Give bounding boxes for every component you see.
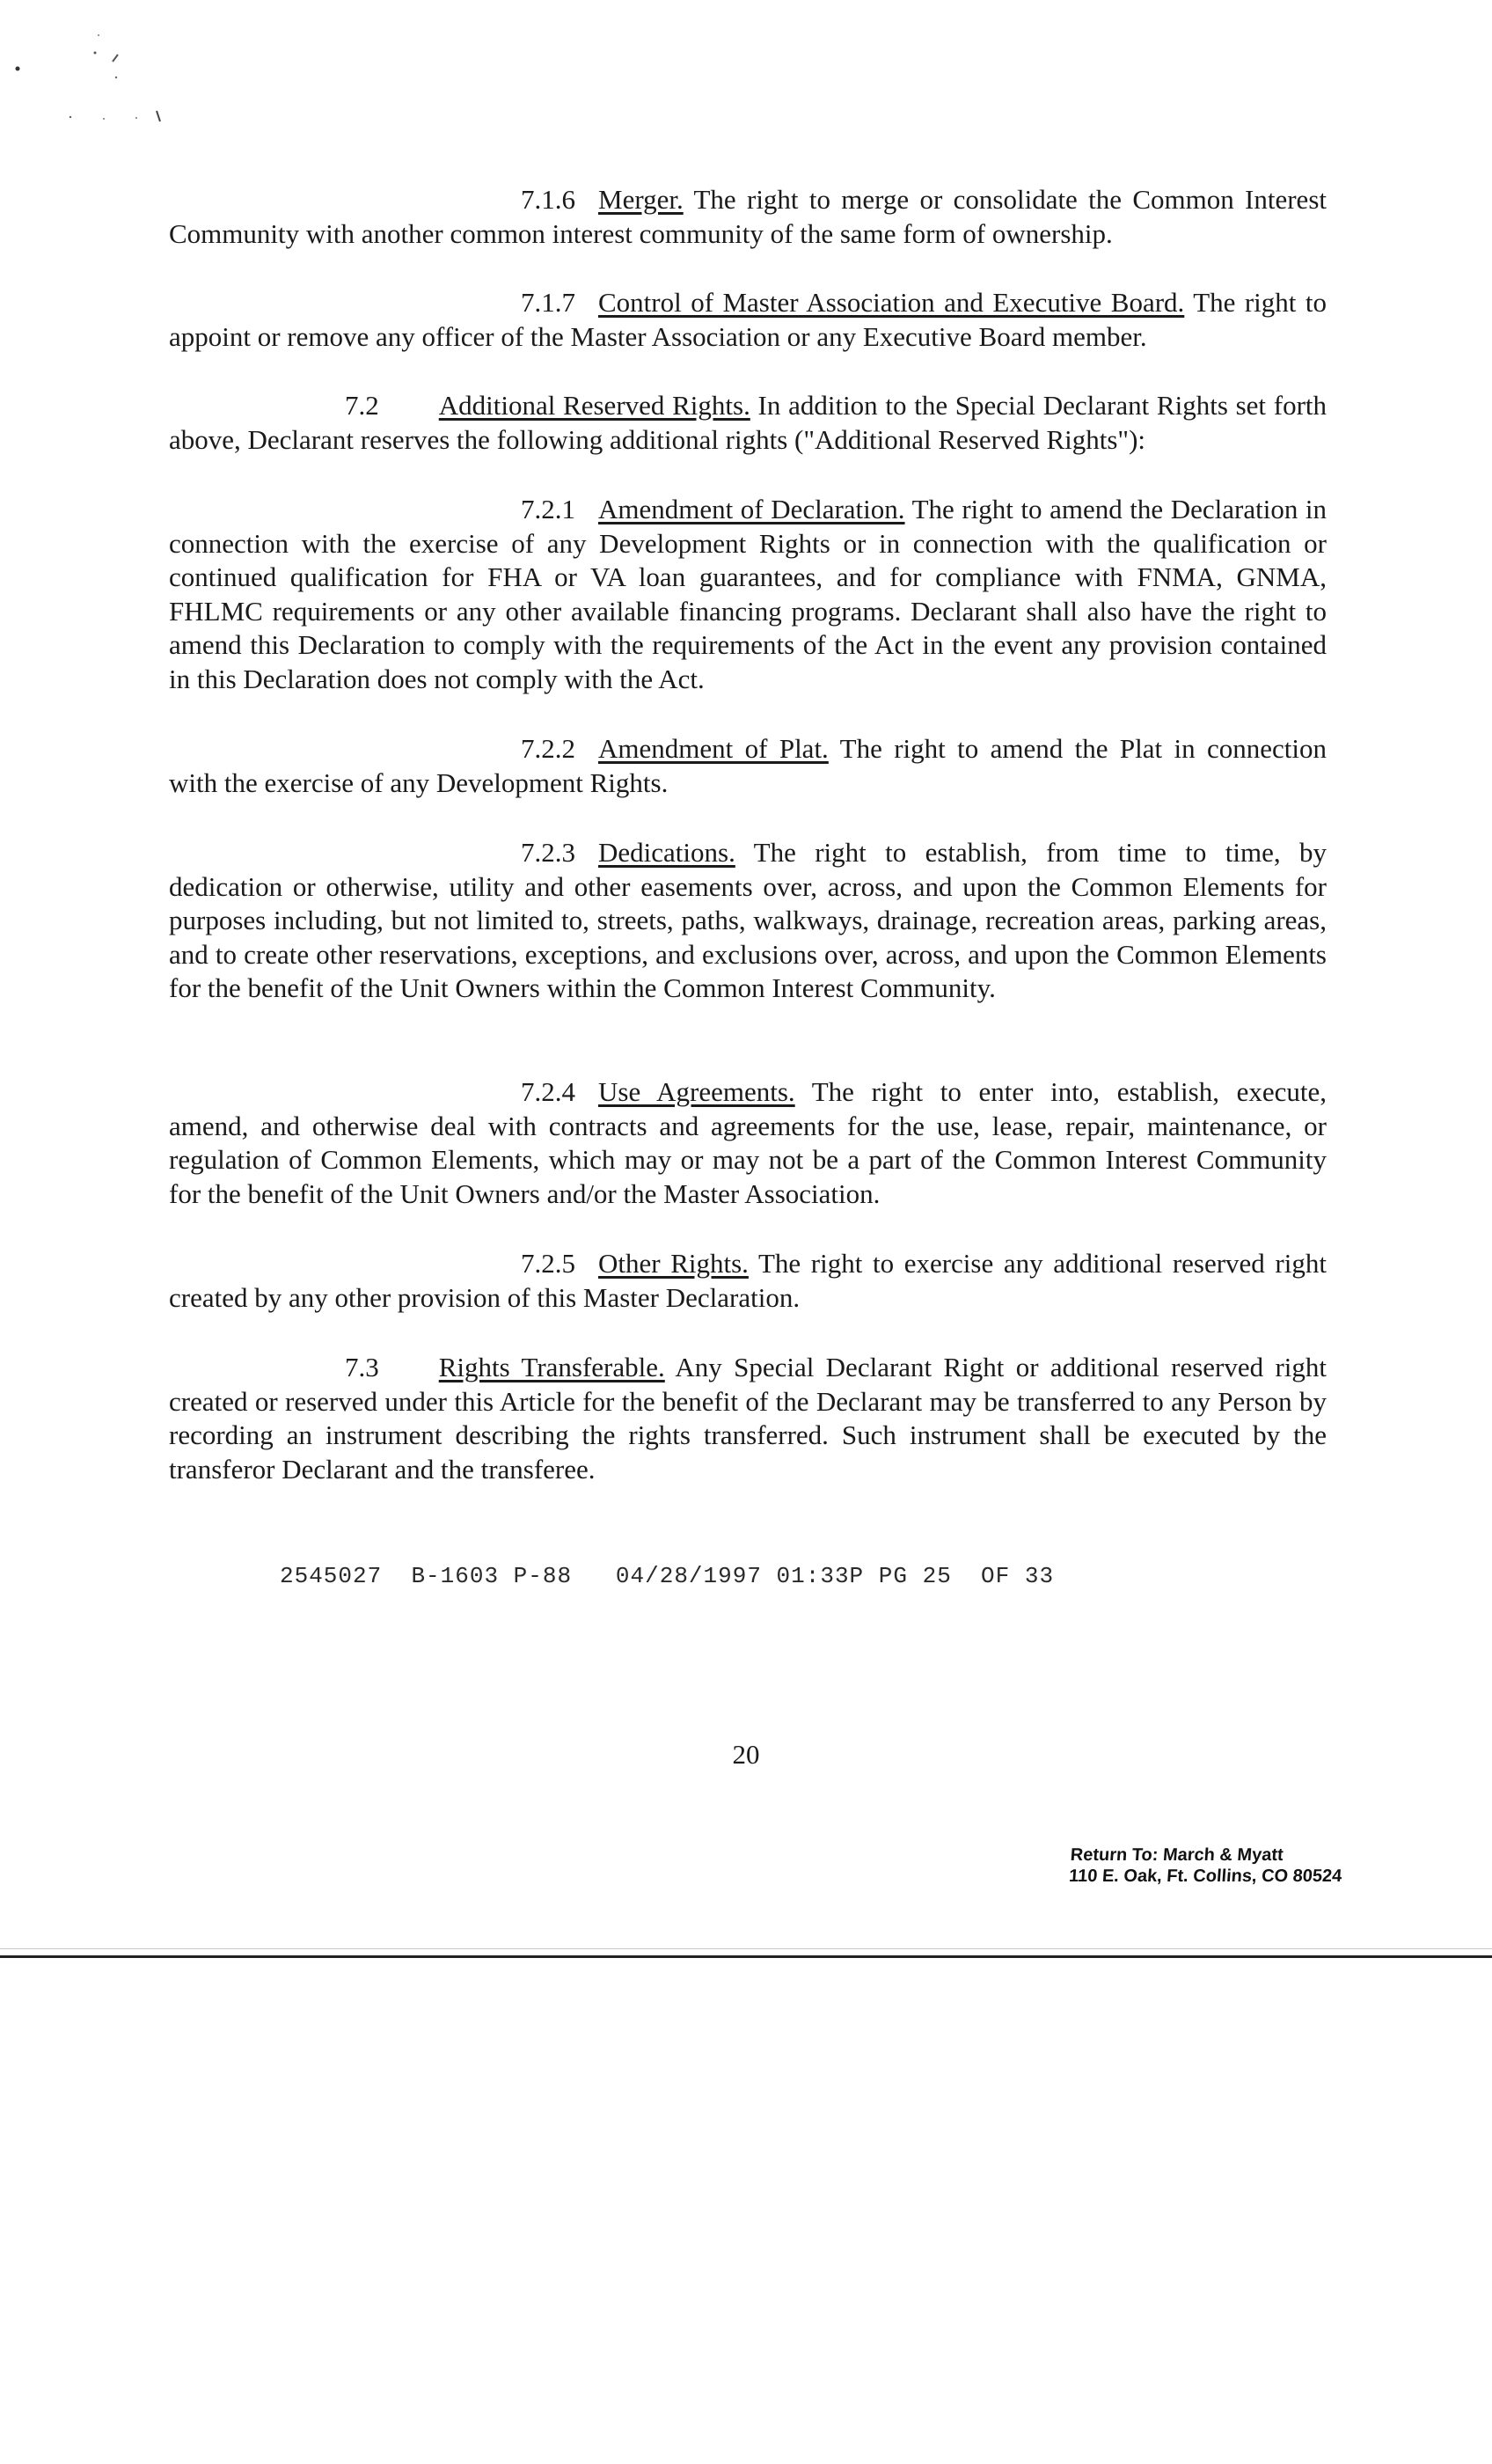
section-number: 7.2.3 [521,837,575,868]
return-to-stamp [1068,1844,1343,1887]
section-7-2 [169,389,1327,457]
scan-edge-line [0,1948,1492,1949]
pg-label: PG [878,1563,908,1589]
return-to-line-2: 110 E. Oak, Ft. Collins, CO 80524 [1068,1866,1343,1886]
section-number: 7.1.6 [521,184,575,215]
section-7-2-4 [169,1075,1327,1211]
scan-specks [0,0,194,141]
section-heading: Other Rights. [598,1248,749,1279]
of-total: 33 [1024,1563,1055,1589]
section-heading: Amendment of Declaration. [598,494,905,524]
section-body: The right to merge or consolidate the Common Interest Community with another common interest community of the same form of ownership. [169,184,1327,249]
recording-stamp [280,1563,1054,1589]
section-heading: Control of Master Association and Executive Board. [598,287,1185,318]
section-7-3 [169,1351,1327,1486]
page-bottom-rule [0,1955,1492,1958]
section-number: 7.1.7 [521,287,575,318]
of-label: OF [981,1563,1011,1589]
section-number: 7.2.4 [521,1076,575,1107]
section-7-1-6 [169,183,1327,251]
return-to-line-1: Return To: March & Myatt [1070,1845,1284,1865]
pg-number: 25 [922,1563,952,1589]
section-body: The right to enter into, establish, execute, amend, and otherwise deal with contracts and agreements for the use, lease, repair, maintenance, or regulation of Common Elements, which may or may not be a part of the Common Interest Community for the benefit of the Unit Owners and/or the Master Association. [169,1076,1327,1209]
section-body: Any Special Declarant Right or additional reserved right created or reserved under this Article for the benefit of the Declarant may be transferred to any Person by recording an instrument describing the rights transferred. Such instrument shall be executed by the transferor Declarant and the transferee. [169,1352,1327,1485]
section-number: 7.2.5 [521,1248,575,1279]
recording-date: 04/28/1997 [615,1563,762,1589]
section-body: In addition to the Special Declarant Rights set forth above, Declarant reserves the following additional rights ("Additional Reserved Rights"): [169,390,1327,455]
page-ref: P-88 [513,1563,573,1589]
section-7-2-5 [169,1247,1327,1315]
section-heading: Merger. [598,184,684,215]
section-number: 7.3 [345,1352,379,1382]
book-number: B-1603 [411,1563,500,1589]
reception-number: 2545027 [280,1563,383,1589]
section-heading: Additional Reserved Rights. [438,390,750,421]
section-number: 7.2.1 [521,494,575,524]
section-body: The right to amend the Declaration in connection with the exercise of any Development Rights or in connection with the qualification or continued qualification for FHA or VA loan guarantees, and for compliance with FNMA, GNMA, FHLMC requirements or any other available financing programs. Declarant shall also have the right to amend this Declaration to comply with the requirements of the Act in the event any provision contained in this Declaration does not comply with the Act. [169,494,1327,694]
section-7-2-2 [169,732,1327,800]
section-7-2-3 [169,836,1327,1006]
recording-time: 01:33P [776,1563,865,1589]
section-body: The right to exercise any additional reserved right created by any other provision of this Master Declaration. [169,1248,1327,1313]
page-number: 20 [732,1739,760,1770]
section-body: The right to amend the Plat in connection with the exercise of any Development Rights. [169,733,1327,798]
section-heading: Dedications. [598,837,735,868]
section-7-2-1 [169,493,1327,696]
section-heading: Amendment of Plat. [598,733,829,764]
section-body: The right to establish, from time to time, by dedication or otherwise, utility and other easements over, across, and upon the Common Elements for purposes including, but not limited to, streets, paths, walkways, drainage, recreation areas, parking areas, and to create other reservations, exceptions, and exclusions over, across, and upon the Common Elements for the benefit of the Unit Owners within the Common Interest Community. [169,837,1327,1003]
section-number: 7.2.2 [521,733,575,764]
section-heading: Rights Transferable. [438,1352,665,1382]
section-number: 7.2 [345,390,379,421]
section-heading: Use Agreements. [598,1076,795,1107]
section-body: The right to appoint or remove any officer of the Master Association or any Executive Board member. [169,287,1327,352]
section-7-1-7 [169,286,1327,354]
